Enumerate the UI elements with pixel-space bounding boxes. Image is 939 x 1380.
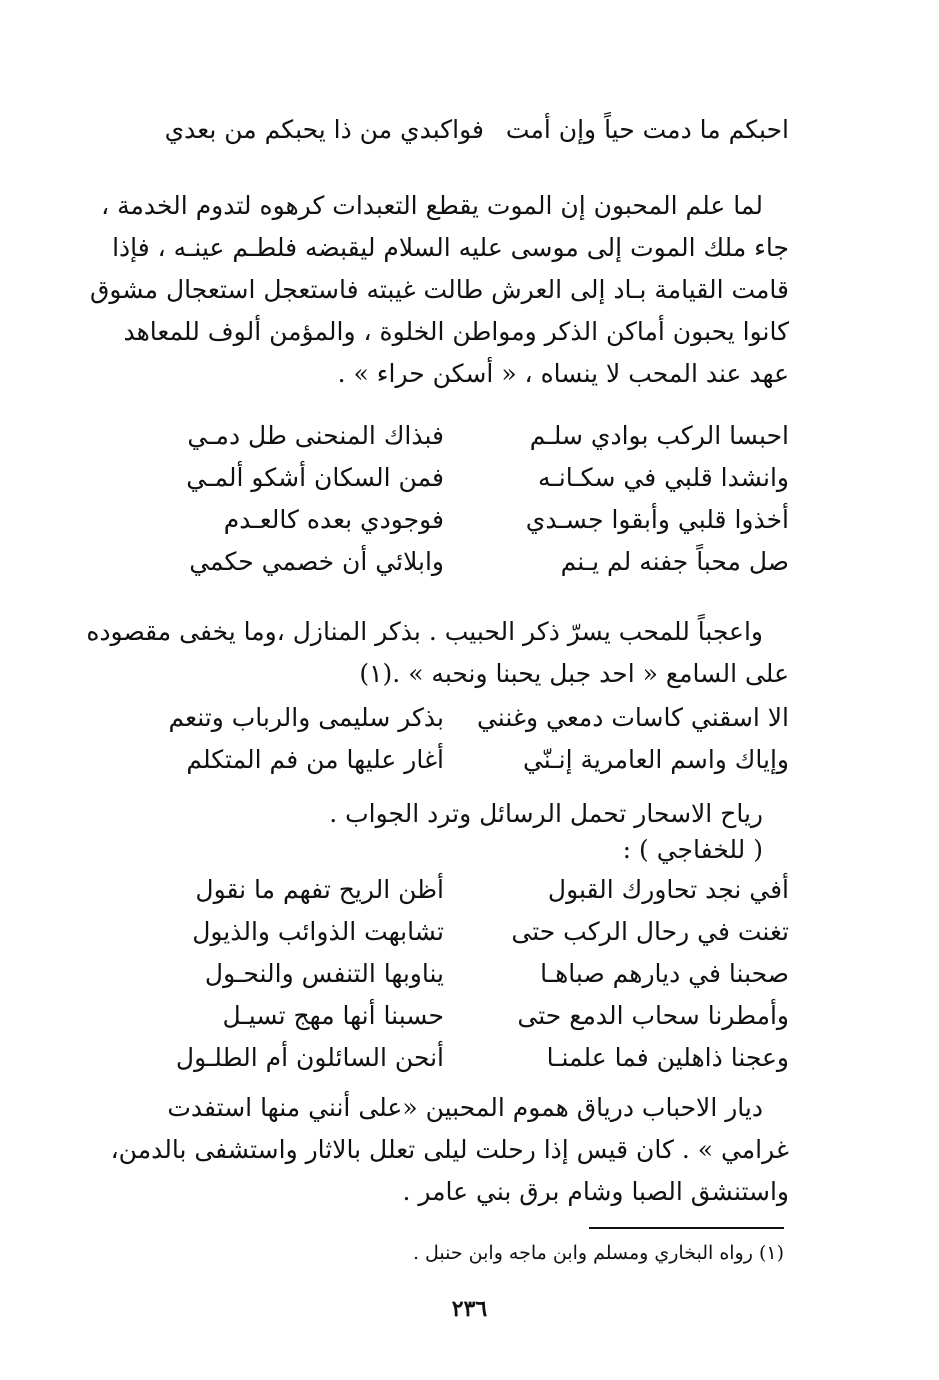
footnote-rule <box>589 1227 784 1229</box>
verse <box>158 868 789 912</box>
hemistich-left: فواكبدي من ذا يحبكم من بعدي <box>164 115 484 144</box>
footnote: (١) رواه البخاري ومسلم وابن ماجه وابن حنبل . <box>412 1242 784 1264</box>
para1-line: عهد عند المحب لا ينساه ، « أسكن حراء » . <box>337 359 789 388</box>
hemistich-left: أظن الريح تفهم ما نقول <box>195 875 444 904</box>
page-number: ٢٣٦ <box>451 1296 488 1322</box>
verse-opening <box>158 108 789 152</box>
hemistich-left: أغار عليها من فم المتكلم <box>186 745 444 774</box>
para1-line: جاء ملك الموت إلى موسى عليه السلام ليقبضه فلطـم عينـه ، فإذا <box>112 233 789 262</box>
hemistich-right: وإياك واسم العامرية إنـنّي <box>522 745 789 774</box>
para4-line: غرامي » . كان قيس إذا رحلت ليلى تعلل بالاثار واستشفى بالدمن، <box>110 1135 789 1164</box>
hemistich-left: حسبنا أنها مهج تسيـل <box>222 1001 444 1030</box>
para1-line: قامت القيامة بـاد إلى العرش طالت غيبته فاستعجل استعجال مشوق <box>90 275 789 304</box>
para2-line: واعجباً للمحب يسرّ ذكر الحبيب . بذكر المنازل ،وما يخفى مقصوده <box>86 617 763 646</box>
verse <box>158 414 789 458</box>
verse <box>158 1036 789 1080</box>
hemistich-right: احبسا الركب بوادي سلـم <box>529 421 789 450</box>
hemistich-right: وأمطرنا سحاب الدمع حتى <box>517 1001 789 1030</box>
hemistich-right: وعجنا ذاهلين فما علمنـا <box>546 1043 789 1072</box>
verse <box>158 456 789 500</box>
hemistich-right: أفي نجد تحاورك القبول <box>547 875 789 904</box>
verse <box>158 910 789 954</box>
hemistich-right: الا اسقني كاسات دمعي وغنني <box>476 703 789 732</box>
para1-line: لما علم المحبون إن الموت يقطع التعبدات كرهوه لتدوم الخدمة ، <box>101 191 763 220</box>
hemistich-right: تغنت في رحال الركب حتى <box>511 917 789 946</box>
hemistich-right: احبكم ما دمت حياً وإن أمت <box>505 115 789 144</box>
hemistich-left: فمن السكان أشكو ألمـي <box>186 463 444 492</box>
hemistich-left: يناوبها التنفس والنحـول <box>204 959 444 988</box>
verse <box>158 498 789 542</box>
para1-line: كانوا يحبون أماكن الذكر ومواطن الخلوة ، والمؤمن ألوف للمعاهد <box>123 317 789 346</box>
verse <box>158 540 789 584</box>
verse <box>158 738 789 782</box>
hemistich-right: أخذوا قلبي وأبقوا جسـدي <box>525 505 789 534</box>
hemistich-right: وانشدا قلبي في سكـانـه <box>538 463 789 492</box>
hemistich-left: وابلائي أن خصمي حكمي <box>189 547 444 576</box>
hemistich-left: بذكر سليمى والرباب وتنعم <box>168 703 444 732</box>
hemistich-right: صل محباً جفنه لم يـنم <box>560 547 789 576</box>
hemistich-left: فبذاك المنحنى طل دمـي <box>187 421 444 450</box>
verse <box>158 696 789 740</box>
verse <box>158 952 789 996</box>
para3-line: رياح الاسحار تحمل الرسائل وترد الجواب . <box>329 799 763 828</box>
verse <box>158 994 789 1038</box>
para4-line: واستنشق الصبا وشام برق بني عامر . <box>402 1177 789 1206</box>
hemistich-left: تشابهت الذوائب والذيول <box>192 917 444 946</box>
poet-attribution: ( للخفاجي ) : <box>622 835 763 864</box>
para2-line: على السامع « احد جبل يحبنا ونحبه » .(١) <box>359 659 789 688</box>
para4-line: ديار الاحباب درياق هموم المحبين «على أنني منها استفدت <box>167 1093 763 1122</box>
hemistich-left: فوجودي بعده كالعـدم <box>223 505 444 534</box>
hemistich-right: صحبنا في ديارهم صباهـا <box>540 959 789 988</box>
hemistich-left: أنحن السائلون أم الطلـول <box>175 1043 444 1072</box>
